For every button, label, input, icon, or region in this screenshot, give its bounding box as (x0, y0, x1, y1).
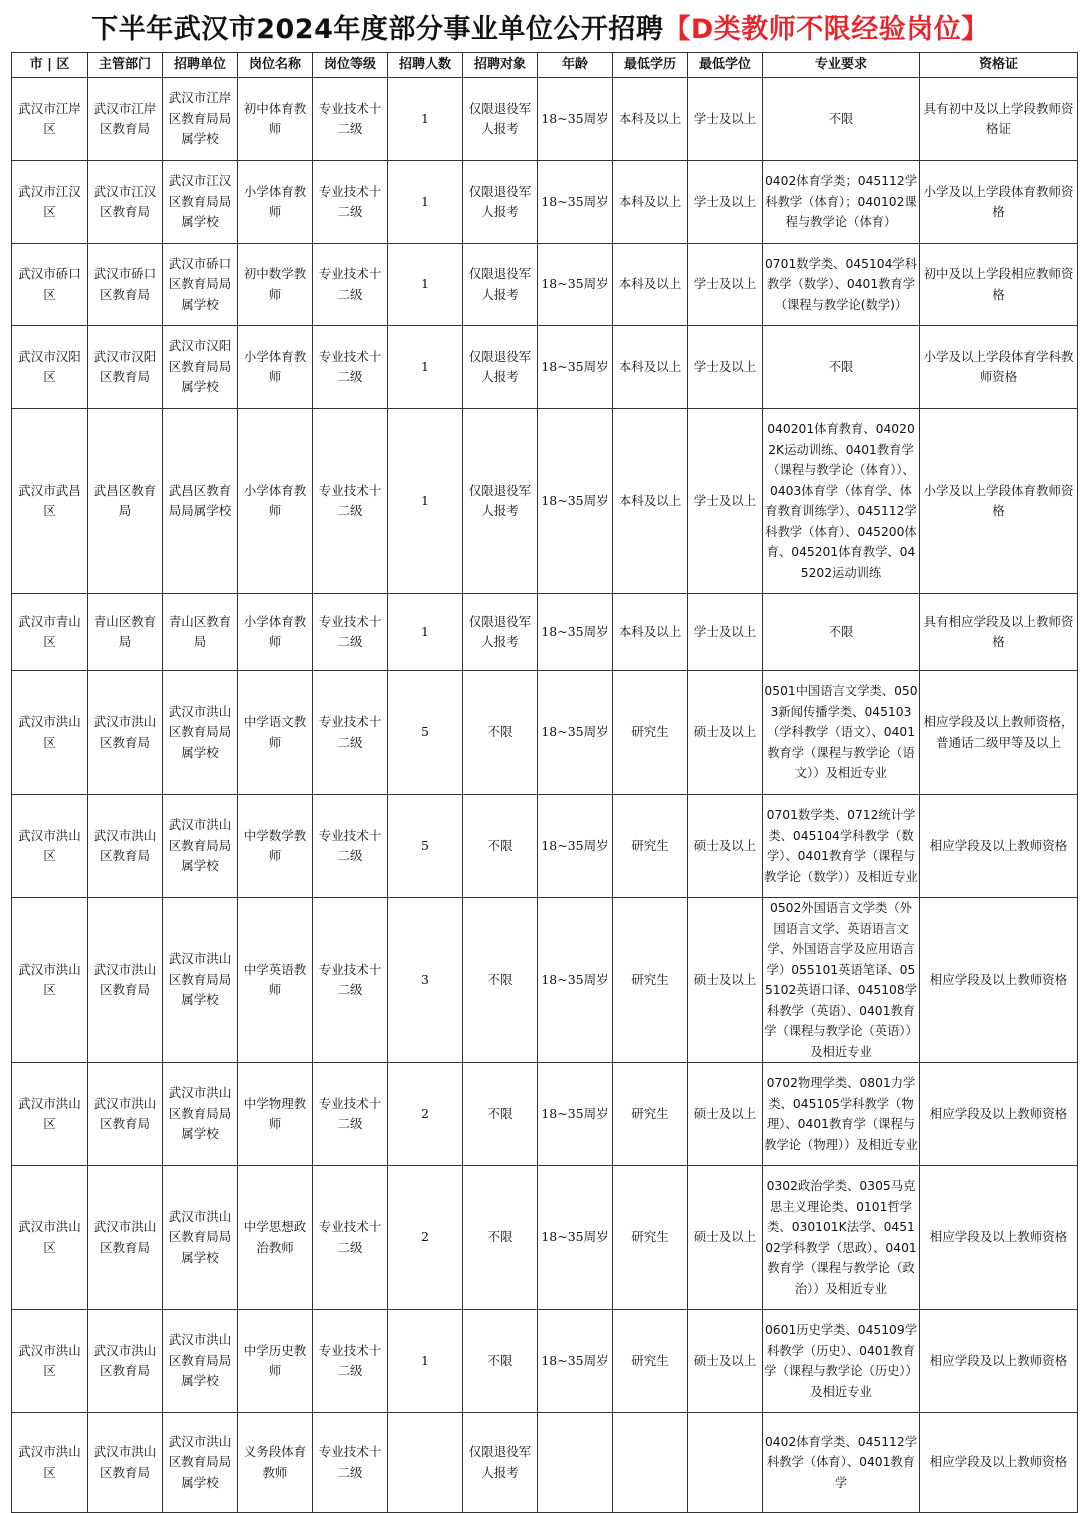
table-row (12, 161, 1078, 244)
edu-cell: 研究生 (613, 1310, 688, 1413)
age-cell: 18~35周岁 (538, 326, 613, 409)
cert-cell: 小学及以上学段体育教师资格 (920, 161, 1078, 244)
column-header: 招聘对象 (463, 53, 538, 78)
cert-cell: 相应学段及以上教师资格 (920, 1063, 1078, 1166)
table-row (12, 409, 1078, 594)
district-cell: 武汉市洪山区 (12, 671, 88, 795)
unit-cell: 青山区教育局 (163, 594, 238, 671)
target-cell: 仅限退役军人报考 (463, 78, 538, 161)
age-cell: 18~35周岁 (538, 409, 613, 594)
column-header: 年龄 (538, 53, 613, 78)
table-row (12, 78, 1078, 161)
degree-cell: 学士及以上 (688, 594, 763, 671)
edu-cell: 研究生 (613, 898, 688, 1063)
district-cell: 武汉市洪山区 (12, 1413, 88, 1513)
post-cell: 小学体育教师 (238, 161, 313, 244)
major-cell: 不限 (763, 594, 920, 671)
count-cell: 1 (388, 594, 463, 671)
district-cell: 武汉市武昌区 (12, 409, 88, 594)
degree-cell: 学士及以上 (688, 409, 763, 594)
table-row (12, 244, 1078, 326)
title-accent: 【D类教师不限经验岗位】 (663, 13, 989, 45)
target-cell: 不限 (463, 1166, 538, 1310)
unit-cell: 武汉市洪山区教育局局属学校 (163, 1310, 238, 1413)
district-cell: 武汉市江汉区 (12, 161, 88, 244)
level-cell: 专业技术十二级 (313, 1413, 388, 1513)
major-cell: 0702物理学类、0801力学类、045105学科教学（物理）、0401教育学（课程与教学论（物理））及相近专业 (763, 1063, 920, 1166)
post-cell: 初中体育教师 (238, 78, 313, 161)
district-cell: 武汉市洪山区 (12, 1310, 88, 1413)
level-cell: 专业技术十二级 (313, 898, 388, 1063)
column-header: 最低学位 (688, 53, 763, 78)
cert-cell: 相应学段及以上教师资格，普通话二级甲等及以上 (920, 671, 1078, 795)
age-cell: 18~35周岁 (538, 244, 613, 326)
column-header: 市 | 区 (12, 53, 88, 78)
major-cell: 不限 (763, 326, 920, 409)
target-cell: 仅限退役军人报考 (463, 326, 538, 409)
table-row (12, 1413, 1078, 1513)
age-cell: 18~35周岁 (538, 1063, 613, 1166)
column-header: 招聘人数 (388, 53, 463, 78)
cert-cell: 初中及以上学段相应教师资格 (920, 244, 1078, 326)
edu-cell: 本科及以上 (613, 244, 688, 326)
column-header: 专业要求 (763, 53, 920, 78)
district-cell: 武汉市洪山区 (12, 1063, 88, 1166)
unit-cell: 武汉市洪山区教育局局属学校 (163, 898, 238, 1063)
target-cell: 不限 (463, 1310, 538, 1413)
edu-cell: 研究生 (613, 1063, 688, 1166)
target-cell: 仅限退役军人报考 (463, 594, 538, 671)
post-cell: 中学英语教师 (238, 898, 313, 1063)
post-cell: 义务段体育教师 (238, 1413, 313, 1513)
dept-cell: 武汉市洪山区教育局 (88, 898, 163, 1063)
major-cell: 0502外国语言文学类（外国语言文学、英语语言文学、外国语言学及应用语言学）055101英语笔译、055102英语口译、045108学科教学（英语）、0401教育学（课程与教学论（英语））及相近专业 (763, 898, 920, 1063)
post-cell: 中学物理教师 (238, 1063, 313, 1166)
dept-cell: 武昌区教育局 (88, 409, 163, 594)
target-cell: 不限 (463, 795, 538, 898)
district-cell: 武汉市洪山区 (12, 1166, 88, 1310)
count-cell: 1 (388, 1310, 463, 1413)
count-cell: 3 (388, 898, 463, 1063)
post-cell: 中学思想政治教师 (238, 1166, 313, 1310)
district-cell: 武汉市江岸区 (12, 78, 88, 161)
edu-cell: 研究生 (613, 671, 688, 795)
level-cell: 专业技术十二级 (313, 409, 388, 594)
title-main: 下半年武汉市2024年度部分事业单位公开招聘 (91, 13, 664, 45)
target-cell: 不限 (463, 671, 538, 795)
post-cell: 初中数学教师 (238, 244, 313, 326)
edu-cell: 研究生 (613, 795, 688, 898)
edu-cell: 本科及以上 (613, 594, 688, 671)
age-cell: 18~35周岁 (538, 161, 613, 244)
page-title (0, 0, 1080, 52)
degree-cell: 学士及以上 (688, 244, 763, 326)
post-cell: 中学语文教师 (238, 671, 313, 795)
district-cell: 武汉市汉阳区 (12, 326, 88, 409)
level-cell: 专业技术十二级 (313, 244, 388, 326)
age-cell: 18~35周岁 (538, 78, 613, 161)
cert-cell: 具有相应学段及以上教师资格 (920, 594, 1078, 671)
unit-cell: 武汉市江汉区教育局局属学校 (163, 161, 238, 244)
post-cell: 小学体育教师 (238, 409, 313, 594)
unit-cell: 武汉市洪山区教育局局属学校 (163, 1413, 238, 1513)
degree-cell: 学士及以上 (688, 161, 763, 244)
recruitment-table (11, 52, 1078, 1513)
count-cell: 1 (388, 161, 463, 244)
edu-cell: 研究生 (613, 1166, 688, 1310)
column-header: 最低学历 (613, 53, 688, 78)
degree-cell (688, 1413, 763, 1513)
level-cell: 专业技术十二级 (313, 671, 388, 795)
edu-cell: 本科及以上 (613, 409, 688, 594)
major-cell: 0601历史学类、045109学科教学（历史）、0401教育学（课程与教学论（历史））及相近专业 (763, 1310, 920, 1413)
dept-cell: 武汉市汉阳区教育局 (88, 326, 163, 409)
table-row (12, 594, 1078, 671)
table-row (12, 1166, 1078, 1310)
level-cell: 专业技术十二级 (313, 326, 388, 409)
cert-cell: 小学及以上学段体育学科教师资格 (920, 326, 1078, 409)
major-cell: 不限 (763, 78, 920, 161)
dept-cell: 武汉市洪山区教育局 (88, 671, 163, 795)
level-cell: 专业技术十二级 (313, 1310, 388, 1413)
level-cell: 专业技术十二级 (313, 795, 388, 898)
dept-cell: 青山区教育局 (88, 594, 163, 671)
degree-cell: 学士及以上 (688, 78, 763, 161)
cert-cell: 相应学段及以上教师资格 (920, 898, 1078, 1063)
table-row (12, 326, 1078, 409)
dept-cell: 武汉市洪山区教育局 (88, 1310, 163, 1413)
edu-cell: 本科及以上 (613, 78, 688, 161)
age-cell: 18~35周岁 (538, 1166, 613, 1310)
major-cell: 0402体育学类、045112学科教学（体育）、0401教育学 (763, 1413, 920, 1513)
target-cell: 仅限退役军人报考 (463, 1413, 538, 1513)
major-cell: 0302政治学类、0305马克思主义理论类、0101哲学类、030101K法学、045102学科教学（思政）、0401教育学（课程与教学论（政治））及相近专业 (763, 1166, 920, 1310)
header-row (12, 53, 1078, 78)
post-cell: 小学体育教师 (238, 594, 313, 671)
age-cell: 18~35周岁 (538, 898, 613, 1063)
unit-cell: 武汉市洪山区教育局局属学校 (163, 671, 238, 795)
unit-cell: 武汉市洪山区教育局局属学校 (163, 1063, 238, 1166)
post-cell: 小学体育教师 (238, 326, 313, 409)
age-cell: 18~35周岁 (538, 594, 613, 671)
count-cell: 5 (388, 795, 463, 898)
district-cell: 武汉市青山区 (12, 594, 88, 671)
column-header: 资格证 (920, 53, 1078, 78)
target-cell: 仅限退役军人报考 (463, 409, 538, 594)
dept-cell: 武汉市江岸区教育局 (88, 78, 163, 161)
count-cell: 1 (388, 409, 463, 594)
column-header: 招聘单位 (163, 53, 238, 78)
count-cell (388, 1413, 463, 1513)
cert-cell: 具有初中及以上学段教师资格证 (920, 78, 1078, 161)
cert-cell: 相应学段及以上教师资格 (920, 795, 1078, 898)
degree-cell: 硕士及以上 (688, 1310, 763, 1413)
district-cell: 武汉市洪山区 (12, 795, 88, 898)
degree-cell: 硕士及以上 (688, 898, 763, 1063)
level-cell: 专业技术十二级 (313, 161, 388, 244)
count-cell: 2 (388, 1166, 463, 1310)
unit-cell: 武汉市硚口区教育局局属学校 (163, 244, 238, 326)
target-cell: 仅限退役军人报考 (463, 244, 538, 326)
table-row (12, 795, 1078, 898)
table-row (12, 898, 1078, 1063)
district-cell: 武汉市硚口区 (12, 244, 88, 326)
degree-cell: 硕士及以上 (688, 671, 763, 795)
dept-cell: 武汉市洪山区教育局 (88, 1413, 163, 1513)
degree-cell: 硕士及以上 (688, 795, 763, 898)
age-cell: 18~35周岁 (538, 1310, 613, 1413)
unit-cell: 武汉市洪山区教育局局属学校 (163, 795, 238, 898)
cert-cell: 相应学段及以上教师资格 (920, 1166, 1078, 1310)
degree-cell: 硕士及以上 (688, 1063, 763, 1166)
level-cell: 专业技术十二级 (313, 1063, 388, 1166)
post-cell: 中学历史教师 (238, 1310, 313, 1413)
unit-cell: 武汉市江岸区教育局局属学校 (163, 78, 238, 161)
unit-cell: 武汉市洪山区教育局局属学校 (163, 1166, 238, 1310)
count-cell: 2 (388, 1063, 463, 1166)
target-cell: 不限 (463, 1063, 538, 1166)
district-cell: 武汉市洪山区 (12, 898, 88, 1063)
count-cell: 1 (388, 78, 463, 161)
major-cell: 0701数学类、0712统计学类、045104学科教学（数学）、0401教育学（课程与教学论（数学））及相近专业 (763, 795, 920, 898)
cert-cell: 相应学段及以上教师资格 (920, 1413, 1078, 1513)
post-cell: 中学数学教师 (238, 795, 313, 898)
dept-cell: 武汉市洪山区教育局 (88, 1063, 163, 1166)
dept-cell: 武汉市江汉区教育局 (88, 161, 163, 244)
degree-cell: 硕士及以上 (688, 1166, 763, 1310)
count-cell: 5 (388, 671, 463, 795)
age-cell: 18~35周岁 (538, 671, 613, 795)
cert-cell: 小学及以上学段体育教师资格 (920, 409, 1078, 594)
age-cell (538, 1413, 613, 1513)
table-row (12, 671, 1078, 795)
count-cell: 1 (388, 244, 463, 326)
unit-cell: 武昌区教育局局属学校 (163, 409, 238, 594)
table-body (12, 78, 1078, 1513)
cert-cell: 相应学段及以上教师资格 (920, 1310, 1078, 1413)
count-cell: 1 (388, 326, 463, 409)
age-cell: 18~35周岁 (538, 795, 613, 898)
column-header: 岗位名称 (238, 53, 313, 78)
dept-cell: 武汉市洪山区教育局 (88, 1166, 163, 1310)
target-cell: 仅限退役军人报考 (463, 161, 538, 244)
unit-cell: 武汉市汉阳区教育局局属学校 (163, 326, 238, 409)
major-cell: 040201体育教育、040202K运动训练、0401教育学（课程与教学论（体育））、0403体育学（体育学、体育教育训练学）、045112学科教学（体育）、045200体育、045201体育教学、045202运动训练 (763, 409, 920, 594)
degree-cell: 学士及以上 (688, 326, 763, 409)
major-cell: 0402体育学类；045112学科教学（体育）；040102课程与教学论（体育） (763, 161, 920, 244)
major-cell: 0701数学类、045104学科教学（数学）、0401教育学（课程与教学论(数学)） (763, 244, 920, 326)
table-row (12, 1310, 1078, 1413)
level-cell: 专业技术十二级 (313, 594, 388, 671)
dept-cell: 武汉市洪山区教育局 (88, 795, 163, 898)
table-row (12, 1063, 1078, 1166)
edu-cell (613, 1413, 688, 1513)
column-header: 岗位等级 (313, 53, 388, 78)
column-header: 主管部门 (88, 53, 163, 78)
level-cell: 专业技术十二级 (313, 78, 388, 161)
edu-cell: 本科及以上 (613, 161, 688, 244)
dept-cell: 武汉市硚口区教育局 (88, 244, 163, 326)
edu-cell: 本科及以上 (613, 326, 688, 409)
major-cell: 0501中国语言文学类、0503新闻传播学类、045103（学科教学（语文）、0401教育学（课程与教学论（语文））及相近专业 (763, 671, 920, 795)
target-cell: 不限 (463, 898, 538, 1063)
level-cell: 专业技术十二级 (313, 1166, 388, 1310)
